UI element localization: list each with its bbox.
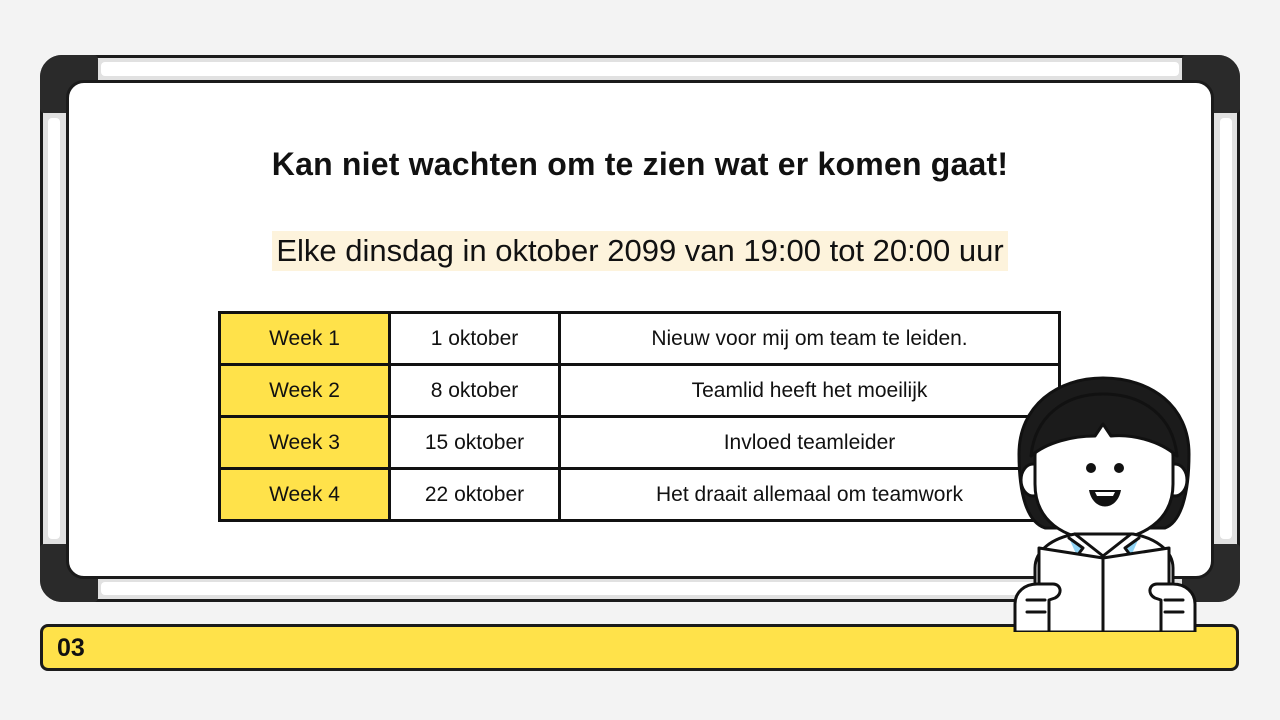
topic-cell: Nieuw voor mij om team te leiden. — [560, 313, 1060, 365]
frame-highlight-top — [101, 62, 1179, 76]
date-cell: 15 oktober — [390, 417, 560, 469]
topic-cell: Het draait allemaal om teamwork — [560, 469, 1060, 521]
girl-reading-book-icon — [1005, 372, 1205, 632]
date-cell: 1 oktober — [390, 313, 560, 365]
schedule-table — [218, 311, 1061, 522]
week-cell: Week 4 — [220, 469, 390, 521]
table-row — [220, 313, 1060, 365]
topic-cell: Invloed teamleider — [560, 417, 1060, 469]
date-cell: 22 oktober — [390, 469, 560, 521]
slide-title: Kan niet wachten om te zien wat er komen gaat! — [271, 146, 1009, 182]
table-row — [220, 417, 1060, 469]
page-number: 03 — [57, 634, 85, 662]
week-cell: Week 2 — [220, 365, 390, 417]
date-cell: 8 oktober — [390, 365, 560, 417]
slide-subtitle: Elke dinsdag in oktober 2099 van 19:00 tot 20:00 uur — [272, 231, 1007, 271]
week-cell: Week 3 — [220, 417, 390, 469]
topic-cell: Teamlid heeft het moeilijk — [560, 365, 1060, 417]
table-row — [220, 469, 1060, 521]
subtitle-container — [0, 231, 1280, 271]
table-row — [220, 365, 1060, 417]
week-cell: Week 1 — [220, 313, 390, 365]
